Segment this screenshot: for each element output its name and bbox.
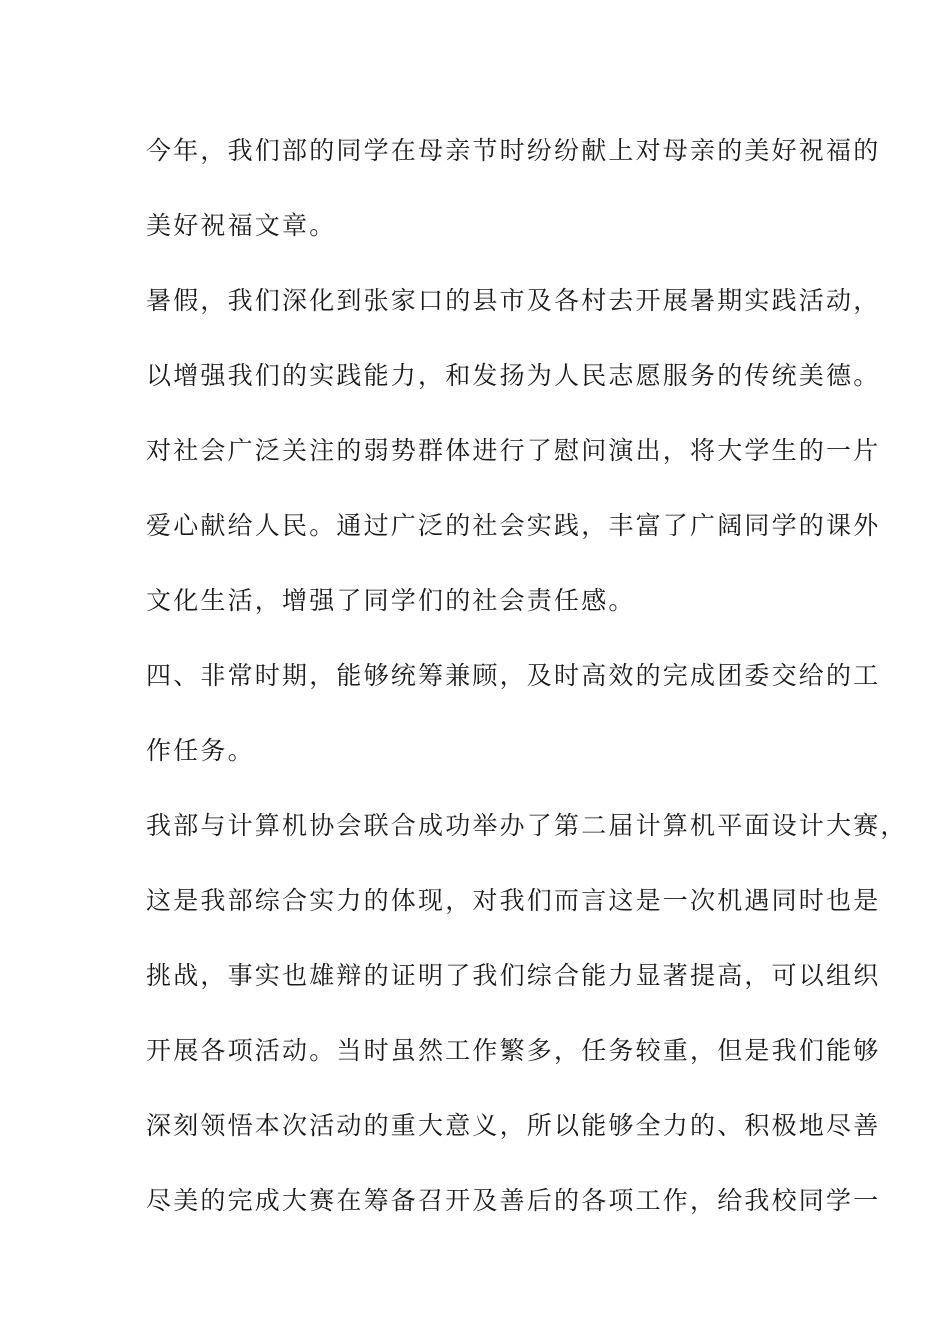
text-line: 暑假，我们深化到张家口的县市及各村去开展暑期实践活动， [146,286,881,315]
text-line: 对社会广泛关注的弱势群体进行了慰问演出，将大学生的一片 [146,436,881,465]
text-line: 爱心献给人民。通过广泛的社会实践，丰富了广阔同学的课外 [146,511,881,540]
text-line: 美好祝福文章。 [146,211,337,240]
text-line: 深刻领悟本次活动的重大意义，所以能够全力的、积极地尽善 [146,1111,881,1140]
text-line: 作任务。 [146,736,255,765]
text-line: 挑战，事实也雄辩的证明了我们综合能力显著提高，可以组织 [146,961,881,990]
text-line: 开展各项活动。当时虽然工作繁多，任务较重，但是我们能够 [146,1036,881,1065]
text-line: 以增强我们的实践能力，和发扬为人民志愿服务的传统美德。 [146,361,881,390]
text-line: 这是我部综合实力的体现，对我们而言这是一次机遇同时也是 [146,886,881,915]
text-line: 四、非常时期，能够统筹兼顾，及时高效的完成团委交给的工 [146,661,881,690]
text-line: 我部与计算机协会联合成功举办了第二届计算机平面设计大赛， [146,811,908,840]
text-line: 文化生活，增强了同学们的社会责任感。 [146,586,636,615]
text-line: 尽美的完成大赛在筹备召开及善后的各项工作，给我校同学一 [146,1186,881,1215]
text-line: 今年，我们部的同学在母亲节时纷纷献上对母亲的美好祝福的 [146,136,881,165]
